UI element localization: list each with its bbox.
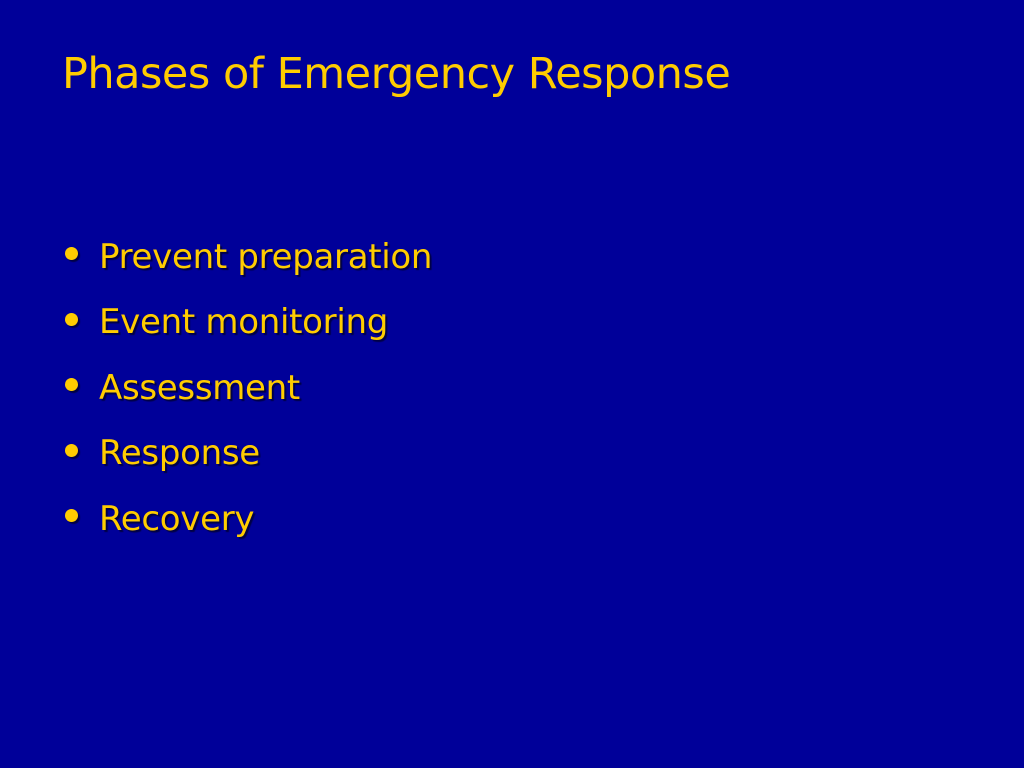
bullet-dot-icon: [65, 247, 78, 260]
bullet-list: [62, 224, 432, 552]
bullet-label: Response: [99, 433, 260, 474]
bullet-label: Event monitoring: [99, 302, 389, 343]
bullet-item: [62, 421, 432, 487]
bullet-label: Assessment: [99, 367, 300, 408]
bullet-dot-icon: [65, 313, 78, 326]
slide-title: Phases of Emergency Response: [62, 49, 731, 99]
bullet-dot-icon: [65, 378, 78, 391]
bullet-label: Prevent preparation: [99, 236, 433, 277]
bullet-dot-icon: [65, 509, 78, 522]
bullet-item: [62, 486, 432, 552]
bullet-label: Recovery: [99, 498, 255, 539]
bullet-item: [62, 355, 432, 421]
bullet-item: [62, 290, 432, 356]
bullet-dot-icon: [65, 444, 78, 457]
bullet-item: [62, 224, 432, 290]
